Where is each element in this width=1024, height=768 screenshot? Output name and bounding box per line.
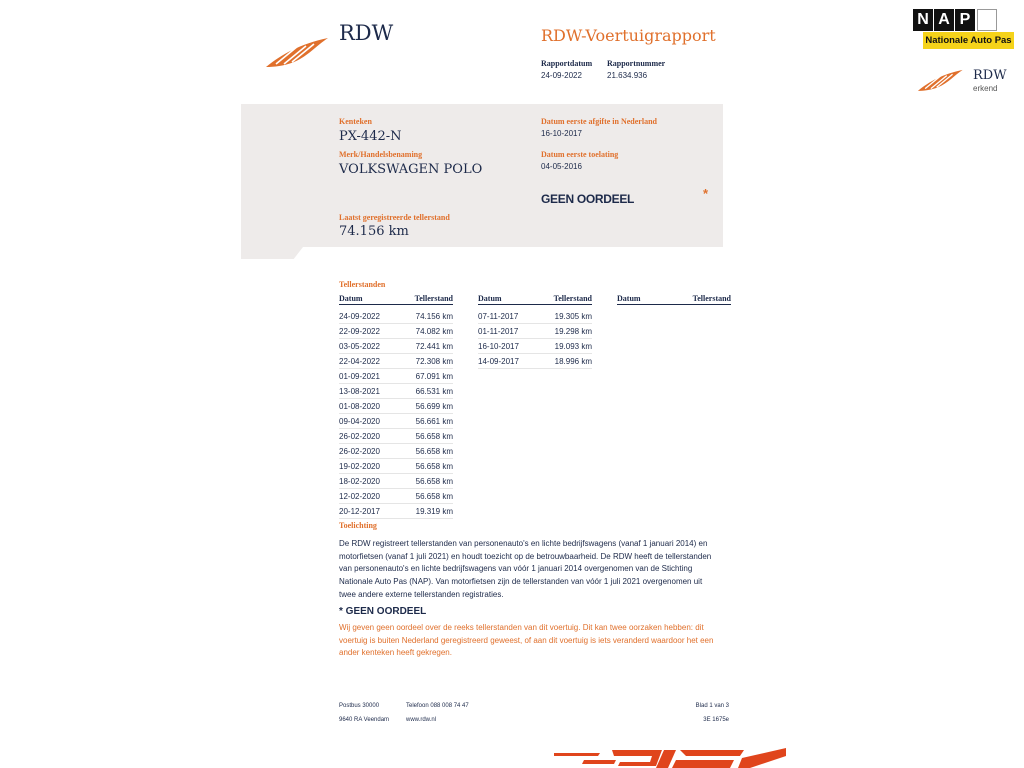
row-km: 66.531 km [409,384,453,399]
oordeel-line: Wij geven geen oordeel over de reeks tellerstanden van dit voertuig. Dit kan twee oorzaken hebben: dit [339,623,704,632]
footer-plaats: 9640 RA Veendam [339,717,390,723]
brand-name: RDW [339,21,394,45]
row-date: 24-09-2022 [339,309,409,324]
nap-check-icon [977,9,997,31]
row-date: 20-12-2017 [339,504,409,519]
row-km: 72.308 km [409,354,453,369]
rapportnummer-label: Rapportnummer [607,59,666,68]
col-tellerstand-header: Tellerstand [687,293,731,305]
rdw-erkend-brand: RDW [973,68,1007,83]
nap-letter-n: N [913,9,933,31]
nap-caption: Nationale Auto Pas [923,32,1014,49]
col-datum-header: Datum [617,293,687,305]
table-row [339,339,453,354]
merk-label: Merk/Handelsbenaming [339,150,423,159]
row-km: 72.441 km [409,339,453,354]
col-datum-header: Datum [478,293,548,305]
table-row [339,489,453,504]
row-km: 56.658 km [409,429,453,444]
eerste-afgifte-value: 16-10-2017 [541,129,582,138]
kenteken-label: Kenteken [339,117,372,126]
row-date: 13-08-2021 [339,384,409,399]
table-row [478,309,592,324]
row-km: 74.082 km [409,324,453,339]
row-km: 19.093 km [548,339,592,354]
row-km: 56.699 km [409,399,453,414]
geen-oordeel-title: * GEEN OORDEEL [339,606,427,617]
report-title: RDW-Voertuigrapport [541,26,716,45]
oordeel-status: GEEN OORDEEL [541,192,635,206]
row-date: 01-09-2021 [339,369,409,384]
col-datum-header: Datum [339,293,409,305]
nap-letter-a: A [934,9,954,31]
nap-badge [913,9,1014,49]
table-row [339,444,453,459]
tellerstanden-title: Tellerstanden [339,280,386,289]
laatste-tellerstand-label: Laatst geregistreerde tellerstand [339,213,450,222]
row-km: 18.996 km [548,354,592,369]
rdw-feather-logo [264,34,332,70]
footer-telefoon: Telefoon 088 008 74 47 [406,703,469,709]
row-km: 56.658 km [409,459,453,474]
toelichting-line: motorfietsen (vanaf 1 juli 2021) en houdt toezicht op de betrouwbaarheid. De RDW heeft de tellerstanden [339,551,712,561]
tellerstanden-table-1 [339,293,453,519]
vehicle-summary-panel-tail [241,247,303,259]
table-row [339,504,453,519]
col-tellerstand-header: Tellerstand [548,293,592,305]
row-date: 09-04-2020 [339,414,409,429]
toelichting-line: Nationale Auto Pas (NAP). Van motorfietsen zijn de tellerstanden van vóór 1 juli 2021 overgenomen uit [339,577,703,587]
row-date: 12-02-2020 [339,489,409,504]
row-date: 18-02-2020 [339,474,409,489]
row-date: 22-04-2022 [339,354,409,369]
row-date: 22-09-2022 [339,324,409,339]
table-row [339,399,453,414]
row-date: 19-02-2020 [339,459,409,474]
row-date: 26-02-2020 [339,444,409,459]
rapportdatum-label: Rapportdatum [541,59,593,68]
laatste-tellerstand-value: 74.156 km [339,224,409,239]
geen-oordeel-text [339,622,739,660]
row-date: 16-10-2017 [478,339,548,354]
row-date: 01-11-2017 [478,324,548,339]
row-km: 67.091 km [409,369,453,384]
row-km: 56.658 km [409,474,453,489]
kenteken-value: PX-442-N [339,129,402,144]
oordeel-line: voertuig is buiten Nederland geregistreerd geweest, of aan dit voertuig is iets veranderd waardoor het een [339,635,714,645]
row-km: 19.298 km [548,324,592,339]
table-row [339,414,453,429]
oordeel-asterisk: * [703,186,709,201]
nap-letter-p: P [955,9,975,31]
table-row [339,459,453,474]
row-km: 19.319 km [409,504,453,519]
eerste-afgifte-label: Datum eerste afgifte in Nederland [541,117,657,126]
decorative-stripes-graphic [554,746,786,768]
row-km: 56.661 km [409,414,453,429]
col-tellerstand-header: Tellerstand [409,293,453,305]
oordeel-line: ander kenteken heeft gekregen. [339,648,452,658]
table-row [339,384,453,399]
row-km: 56.658 km [409,444,453,459]
table-row [478,324,592,339]
row-date: 26-02-2020 [339,429,409,444]
table-row [339,309,453,324]
row-km: 74.156 km [409,309,453,324]
row-date: 01-08-2020 [339,399,409,414]
footer-code: 3E 1675e [703,717,729,723]
row-date: 03-05-2022 [339,339,409,354]
tellerstanden-table-3 [617,293,731,305]
toelichting-line: twee andere externe tellerstanden registraties. [339,589,504,599]
table-row [478,339,592,354]
tellerstanden-table-2 [478,293,592,369]
toelichting-text [339,538,739,602]
merk-value: VOLKSWAGEN POLO [339,162,483,177]
toelichting-line: De RDW registreert tellerstanden van personenauto's en lichte bedrijfswagens (vanaf 1 januari 2014) en [339,539,708,548]
rapportdatum-value: 24-09-2022 [541,71,582,80]
table-row [339,474,453,489]
row-date: 07-11-2017 [478,309,548,324]
footer-blad: Blad 1 van 3 [695,703,729,709]
row-date: 14-09-2017 [478,354,548,369]
eerste-toelating-value: 04-05-2016 [541,162,582,171]
table-row [339,354,453,369]
table-row [339,429,453,444]
toelichting-title: Toelichting [339,521,377,530]
table-row [339,324,453,339]
row-km: 56.658 km [409,489,453,504]
rdw-erkend-label: erkend [973,84,998,93]
row-km: 19.305 km [548,309,592,324]
rapportnummer-value: 21.634.936 [607,71,648,80]
rdw-erkend-feather-icon [916,67,966,93]
table-row [339,369,453,384]
toelichting-line: van personenauto's en lichte bedrijfswagens van vóór 1 januari 2014 overgenomen van de Stichting [339,564,693,574]
footer-website: www.rdw.nl [406,717,437,723]
eerste-toelating-label: Datum eerste toelating [541,150,619,159]
table-row [478,354,592,369]
footer-postbus: Postbus 30000 [339,703,380,709]
